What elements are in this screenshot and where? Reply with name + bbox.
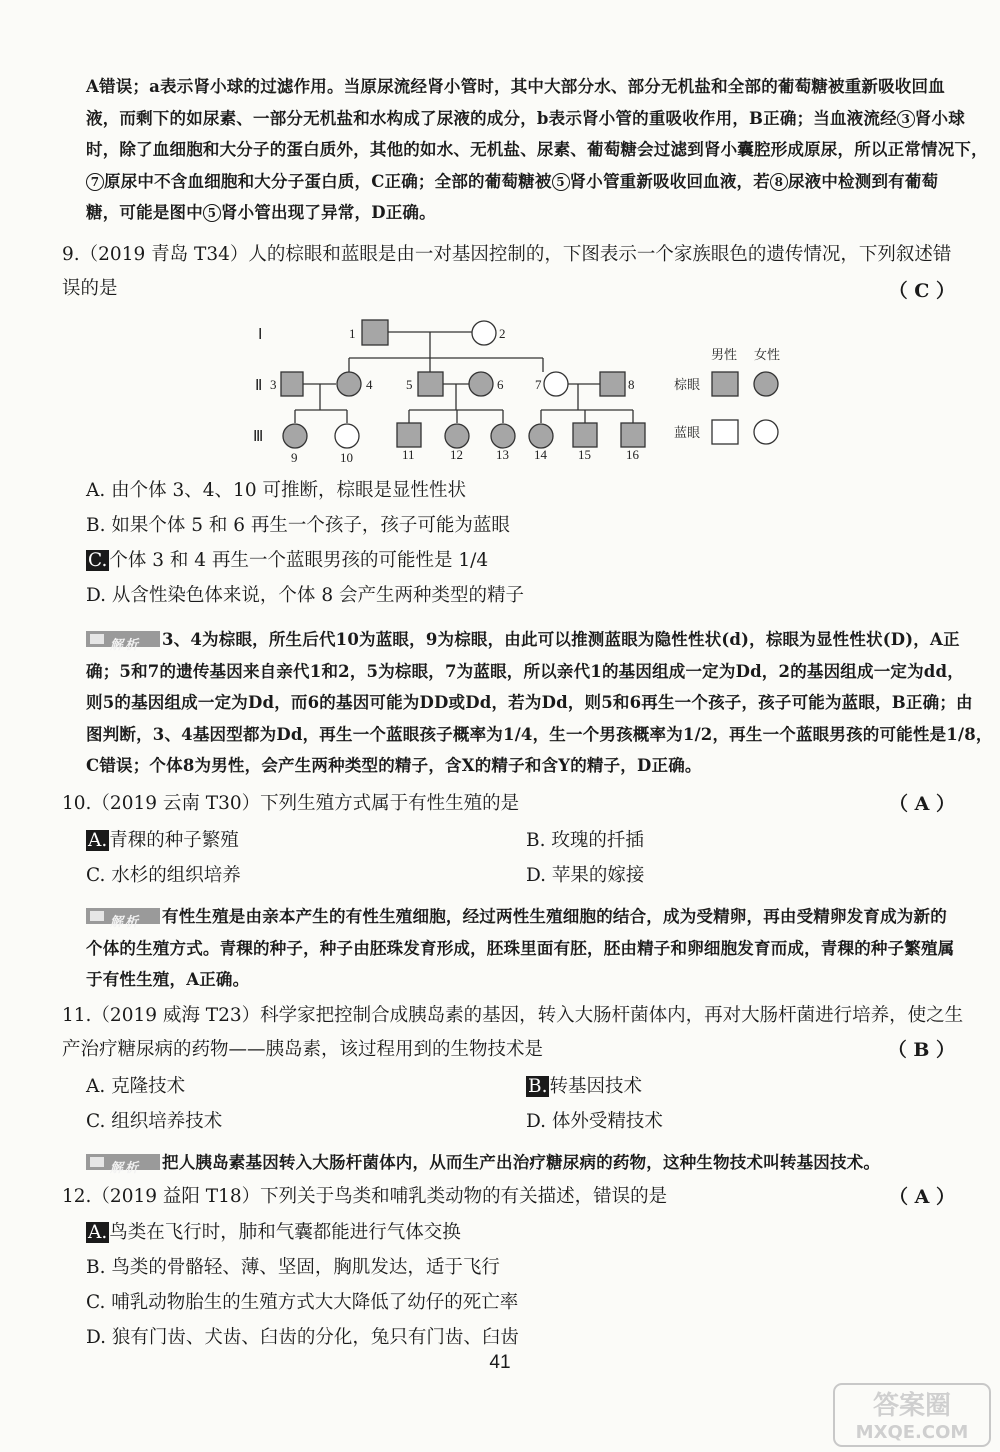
option: B. 玫瑰的扦插 — [526, 830, 644, 851]
answer-bracket: （ A ） — [889, 793, 955, 815]
explanation-line — [86, 624, 966, 656]
pedigree-id: 1 — [349, 326, 356, 341]
answer-bracket: （ B ） — [887, 1039, 955, 1061]
pedigree-male-brown — [397, 423, 421, 447]
pedigree-female-brown — [529, 424, 553, 448]
q12-options — [86, 1215, 966, 1355]
q8-explanation — [86, 71, 988, 229]
circled-number: 5 — [203, 204, 221, 222]
explanation-line: 确；5和7的遗传基因来自亲代1和2，5为棕眼，7为蓝眼，所以亲代1的基因组成一定为Dd，2的基因组成一定为dd， — [86, 661, 964, 681]
pedigree-id: 15 — [578, 447, 591, 462]
legend-label-male: 男性 — [711, 347, 738, 362]
option — [86, 578, 966, 613]
explanation-line — [86, 197, 966, 229]
pedigree-male-brown — [418, 372, 443, 396]
legend-label-brown: 棕眼 — [674, 377, 701, 392]
legend-label-female: 女性 — [754, 347, 781, 362]
pedigree-female-brown — [337, 372, 361, 396]
pedigree-id: 5 — [406, 377, 413, 392]
explanation-line: 时，除了血细胞和大分子的蛋白质外，其他的如水、无机盐、尿素、葡萄糖会过滤到肾小囊腔形成原尿，所以正常情况下， — [86, 140, 988, 159]
explanation-text: 把人胰岛素基因转入大肠杆菌体内，从而生产出治疗糖尿病的药物，这种生物技术叫转基因技术。 — [162, 1153, 881, 1172]
option-text: D. 从含性染色体来说，个体 8 会产生两种类型的精子 — [86, 585, 524, 606]
answer-highlight: C. — [88, 550, 108, 571]
question-stem: 11.（2019 威海 T23）科学家把控制合成胰岛素的基因，转入大肠杆菌体内，再对大肠杆菌进行培养，使之生 — [62, 1005, 964, 1026]
pedigree-chart — [250, 318, 790, 468]
explanation-text: 糖，可能是图中 — [86, 203, 203, 222]
option: A. 克隆技术 — [86, 1076, 186, 1097]
legend-male-blue — [712, 420, 738, 444]
option: D. 体外受精技术 — [526, 1111, 663, 1132]
circled-number: 8 — [770, 173, 788, 191]
pedigree-id: 3 — [270, 377, 277, 392]
explanation-tag — [86, 908, 160, 930]
option-correct — [86, 1215, 966, 1250]
option-text: 青稞的种子繁殖 — [109, 830, 239, 851]
question-stem: 产治疗糖尿病的药物——胰岛素，该过程用到的生物技术是 — [62, 1039, 544, 1060]
answer-highlight: A. — [88, 1222, 108, 1243]
option-correct — [86, 543, 966, 578]
option: B. 鸟类的骨骼轻、薄、坚固，胸肌发达，适于飞行 — [86, 1257, 500, 1278]
pedigree-id: 12 — [450, 447, 463, 462]
option — [86, 473, 966, 508]
option-text: A. 由个体 3、4、10 可推断，棕眼是显性性状 — [86, 480, 466, 501]
explanation-tag-label: 解析 — [110, 915, 141, 930]
pedigree-id: 8 — [628, 377, 635, 392]
answer-highlight: A. — [88, 830, 108, 851]
option-correct — [86, 823, 239, 858]
pedigree-male-brown — [362, 320, 388, 345]
pedigree-female-brown — [445, 424, 469, 448]
explanation-line — [86, 103, 966, 135]
pedigree-id: 4 — [366, 377, 373, 392]
pedigree-id: 7 — [535, 377, 542, 392]
question-stem: 10.（2019 云南 T30）下列生殖方式属于有性生殖的是 — [62, 793, 520, 814]
question-stem: 12.（2019 益阳 T18）下列关于鸟类和哺乳类动物的有关描述，错误的是 — [62, 1186, 668, 1207]
option-text: 鸟类在飞行时，肺和气囊都能进行气体交换 — [109, 1222, 461, 1243]
legend-label-blue: 蓝眼 — [674, 425, 701, 440]
explanation-line — [86, 1147, 966, 1179]
option-text: B. 如果个体 5 和 6 再生一个孩子，孩子可能为蓝眼 — [86, 515, 510, 536]
explanation-text: 肾小管出现了异常，D正确。 — [220, 203, 436, 222]
circled-number: 3 — [897, 110, 915, 128]
question-12 — [62, 1180, 942, 1214]
answer-bracket: （ C ） — [888, 280, 955, 302]
q10-explanation — [86, 901, 966, 996]
generation-label: Ⅲ — [253, 429, 264, 445]
generation-label: Ⅰ — [258, 327, 263, 343]
option-correct — [526, 1069, 642, 1104]
pedigree-male-brown — [281, 372, 303, 396]
circled-number: 5 — [552, 173, 570, 191]
explanation-text: 肾小球 — [914, 108, 965, 128]
pedigree-id: 13 — [496, 447, 509, 462]
pedigree-id: 9 — [291, 450, 298, 465]
answer-bracket: （ A ） — [889, 1186, 955, 1208]
pedigree-id: 10 — [340, 450, 353, 465]
explanation-text: 尿液中检测到有葡萄 — [787, 171, 939, 191]
option: D. 狼有门齿、犬齿、臼齿的分化，兔只有门齿、臼齿 — [86, 1327, 519, 1348]
pedigree-female-brown — [283, 424, 307, 448]
pedigree-id: 16 — [626, 447, 639, 462]
q9-options — [86, 473, 966, 613]
page-number: 41 — [489, 1352, 511, 1373]
watermark-bottom: MXQE.COM — [855, 1422, 969, 1443]
explanation-line: 则5的基因组成一定为Dd，而6的基因可能为DD或Dd，若为Dd，则5和6再生一个孩子，孩子可能为蓝眼，B正确；由 — [86, 693, 973, 712]
explanation-tag — [86, 631, 160, 653]
legend-male-brown — [712, 372, 738, 396]
pedigree-male-brown — [621, 423, 645, 447]
watermark-logo — [832, 1382, 992, 1448]
pedigree-female-blue — [472, 321, 496, 345]
q9-explanation — [86, 624, 993, 782]
question-stem: 9.（2019 青岛 T34）人的棕眼和蓝眼是由一对基因控制的，下图表示一个家族眼色的遗传情况，下列叙述错 — [62, 244, 952, 265]
legend-female-blue — [754, 420, 778, 444]
pedigree-female-blue — [335, 424, 359, 448]
question-11 — [62, 999, 972, 1067]
watermark-top: 答案圈 — [872, 1391, 952, 1421]
generation-label: Ⅱ — [255, 378, 263, 394]
option: C. 水杉的组织培养 — [86, 865, 241, 886]
option: C. 组织培养技术 — [86, 1111, 223, 1132]
legend-female-brown — [754, 372, 778, 396]
explanation-line: 于有性生殖，A正确。 — [86, 970, 250, 989]
pedigree-male-brown — [600, 372, 625, 396]
option — [86, 508, 966, 543]
answer-highlight: B. — [528, 1076, 548, 1097]
circled-number: 7 — [86, 173, 104, 191]
explanation-text: 液，而剩下的如尿素、一部分无机盐和水构成了尿液的成分，b表示肾小管的重吸收作用，B正确；当血液流经 — [86, 108, 897, 128]
pedigree-female-brown — [491, 424, 515, 448]
explanation-text: 有性生殖是由亲本产生的有性生殖细胞，经过两性生殖细胞的结合，成为受精卵，再由受精卵发育成为新的 — [162, 907, 947, 926]
question-10 — [62, 787, 942, 821]
q11-explanation — [86, 1147, 966, 1179]
option-text: 个体 3 和 4 再生一个蓝眼男孩的可能性是 1/4 — [109, 550, 489, 571]
pedigree-female-brown — [469, 372, 493, 396]
explanation-tag-label: 解析 — [110, 638, 141, 653]
explanation-text: 肾小管重新吸收回血液，若 — [569, 171, 770, 191]
explanation-line: C错误；个体8为男性，会产生两种类型的精子，含X的精子和含Y的精子，D正确。 — [86, 756, 702, 775]
explanation-line — [86, 166, 966, 198]
pedigree-id: 11 — [402, 447, 415, 462]
option: C. 哺乳动物胎生的生殖方式大大降低了幼仔的死亡率 — [86, 1292, 519, 1313]
explanation-tag — [86, 1154, 160, 1176]
pedigree-id: 6 — [497, 377, 504, 392]
pedigree-male-brown — [573, 423, 597, 447]
pedigree-id: 14 — [534, 447, 547, 462]
question-stem: 误的是 — [62, 278, 118, 299]
pedigree-female-blue — [544, 372, 568, 396]
explanation-line: 图判断，3、4基因型都为Dd，再生一个蓝眼孩子概率为1/4，生一个男孩概率为1/2，再生一个蓝眼男孩的可能性是1/8， — [86, 724, 993, 744]
explanation-tag-label: 解析 — [110, 1161, 141, 1176]
question-9 — [62, 238, 972, 306]
explanation-text: 原尿中不含血细胞和大分子蛋白质，C正确；全部的葡萄糖被 — [104, 171, 552, 191]
explanation-line — [86, 901, 966, 933]
option-text: 转基因技术 — [549, 1076, 642, 1097]
pedigree-id: 2 — [499, 326, 506, 341]
option: D. 苹果的嫁接 — [526, 865, 645, 886]
explanation-text: 3、4为棕眼，所生后代10为蓝眼，9为棕眼，由此可以推测蓝眼为隐性性状(d)，棕眼为显性性状(D)，A正 — [162, 630, 960, 649]
explanation-line: 个体的生殖方式。青稞的种子，种子由胚珠发育形成，胚珠里面有胚，胚由精子和卵细胞发育而成，青稞的种子繁殖属 — [86, 938, 955, 958]
explanation-line: A错误；a表示肾小球的过滤作用。当原尿流经肾小管时，其中大部分水、部分无机盐和全部的葡萄糖被重新吸收回血 — [86, 77, 945, 96]
